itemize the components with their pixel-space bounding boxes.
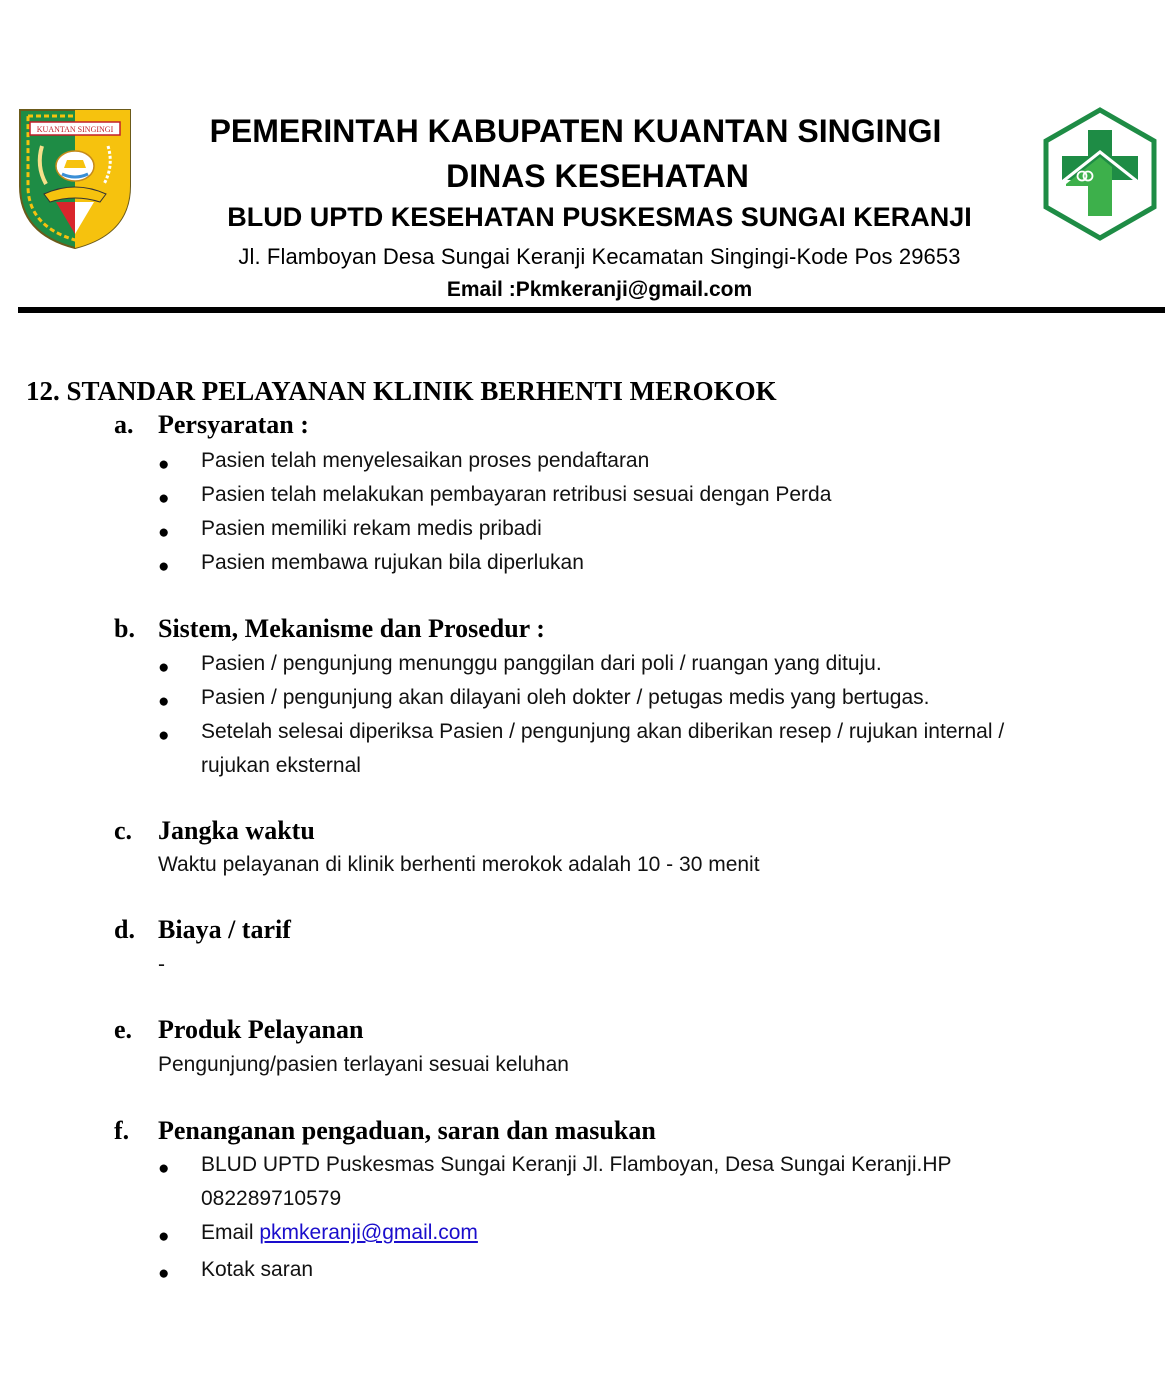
list-item: Pasien memiliki rekam medis pribadi	[201, 517, 542, 540]
list-item: Pasien / pengunjung akan dilayani oleh dokter / petugas medis yang bertugas.	[201, 686, 930, 709]
section-d-letter: d.	[114, 915, 135, 944]
section-d-text: -	[158, 953, 165, 976]
section-c-text: Waktu pelayanan di klinik berhenti merokok adalah 10 - 30 menit	[158, 853, 760, 876]
section-a-letter: a.	[114, 410, 134, 439]
bullet-icon: ●	[158, 691, 170, 712]
letterhead-divider	[18, 307, 1165, 313]
list-item-continuation: 082289710579	[201, 1187, 342, 1210]
bullet-icon: ●	[158, 454, 170, 475]
section-b-letter: b.	[114, 614, 135, 643]
list-item: Kotak saran	[201, 1258, 314, 1281]
document-title: 12. STANDAR PELAYANAN KLINIK BERHENTI MEROKOK	[26, 376, 777, 406]
bullet-icon: ●	[158, 522, 170, 543]
logo-text: KUANTAN SINGINGI	[36, 125, 114, 134]
list-item: Pasien telah melakukan pembayaran retribusi sesuai dengan Perda	[201, 483, 832, 506]
email-label: Email	[201, 1221, 254, 1244]
section-e-text: Pengunjung/pasien terlayani sesuai keluhan	[158, 1053, 569, 1076]
section-e-title: Produk Pelayanan	[158, 1015, 364, 1044]
list-item: Pasien membawa rujukan bila diperlukan	[201, 551, 584, 574]
bullet-icon: ●	[158, 725, 170, 746]
section-f-title: Penanganan pengaduan, saran dan masukan	[158, 1116, 656, 1145]
section-c-letter: c.	[114, 816, 133, 845]
list-item: BLUD UPTD Puskesmas Sungai Keranji Jl. Flamboyan, Desa Sungai Keranji.HP	[201, 1153, 952, 1176]
section-d-title: Biaya / tarif	[158, 915, 291, 944]
section-f-letter: f.	[114, 1116, 130, 1145]
letterhead-institution: BLUD UPTD KESEHATAN PUSKESMAS SUNGAI KERANJI	[227, 202, 972, 232]
list-item-email	[201, 1216, 478, 1250]
section-c-title: Jangka waktu	[158, 816, 315, 845]
list-item: Pasien telah menyelesaikan proses pendaftaran	[201, 449, 650, 472]
section-e-letter: e.	[114, 1015, 133, 1044]
bullet-icon: ●	[158, 1226, 170, 1247]
list-item: Pasien / pengunjung menunggu panggilan dari poli / ruangan yang dituju.	[201, 652, 882, 675]
bullet-icon: ●	[158, 1158, 170, 1179]
bullet-icon: ●	[158, 488, 170, 509]
bullet-icon: ●	[158, 657, 170, 678]
section-b-title: Sistem, Mekanisme dan Prosedur :	[158, 614, 545, 643]
letterhead-department: DINAS KESEHATAN	[446, 158, 749, 194]
letterhead-address: Jl. Flamboyan Desa Sungai Keranji Kecamatan Singingi-Kode Pos 29653	[238, 244, 961, 269]
bullet-icon: ●	[158, 556, 170, 577]
list-item-continuation: rujukan eksternal	[201, 754, 361, 777]
bullet-icon: ●	[158, 1263, 170, 1284]
email-link[interactable]: pkmkeranji@gmail.com	[259, 1221, 478, 1244]
list-item: Setelah selesai diperiksa Pasien / pengunjung akan diberikan resep / rujukan internal /	[201, 720, 1005, 743]
letterhead-email: Email :Pkmkeranji@gmail.com	[446, 278, 753, 301]
letterhead-government: PEMERINTAH KABUPATEN KUANTAN SINGINGI	[209, 113, 942, 149]
section-a-title: Persyaratan :	[158, 410, 309, 439]
